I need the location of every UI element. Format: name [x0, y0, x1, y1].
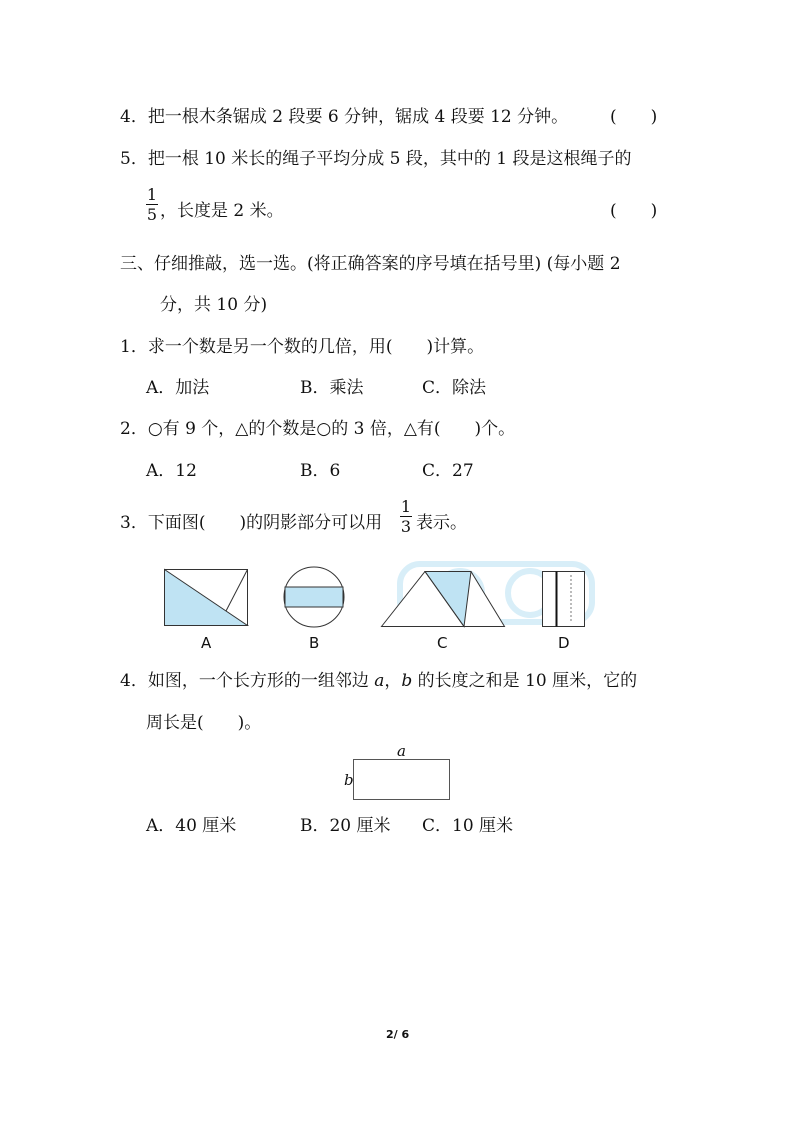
fraction-one-third: [400, 498, 412, 535]
question-number: 5．: [120, 149, 148, 169]
rectangle-diagram: [353, 759, 451, 801]
figure-b[interactable]: [283, 566, 345, 628]
diagram-label-b: b: [344, 771, 354, 789]
variable-a: a: [374, 671, 385, 691]
option-a[interactable]: A．加法: [146, 378, 210, 398]
judgement-q5-line2: ，长度是 2 米。: [160, 201, 284, 221]
fraction-numerator: 1: [146, 185, 158, 204]
variable-b: b: [401, 671, 413, 691]
question-text: 把一根 10 米长的绳子平均分成 5 段，其中的 1 段是这根绳子的: [147, 149, 632, 169]
figure-label-a: A: [201, 634, 212, 652]
question-text: 求一个数是另一个数的几倍，用( )计算。: [147, 337, 485, 357]
option-c[interactable]: C．10 厘米: [422, 816, 514, 836]
question-text: 如图，一个长方形的一组邻边: [147, 671, 375, 691]
question-text-after: 表示。: [416, 513, 467, 533]
option-a[interactable]: A．40 厘米: [146, 816, 237, 836]
diagram-label-a: a: [397, 742, 406, 760]
option-a[interactable]: A．12: [146, 461, 197, 481]
figure-label-b: B: [309, 634, 320, 652]
choice-q4: [120, 670, 637, 692]
question-number: 4．: [120, 107, 148, 127]
answer-paren[interactable]: ( ): [610, 107, 658, 127]
page-number: 2/ 6: [386, 1028, 410, 1041]
fraction-denominator: 3: [400, 517, 412, 536]
option-b[interactable]: B．乘法: [300, 378, 364, 398]
fraction-one-fifth: [146, 186, 158, 223]
figure-label-d: D: [558, 634, 570, 652]
choice-q4-line2: 周长是( )。: [146, 713, 262, 733]
judgement-q4: [120, 106, 568, 128]
option-c[interactable]: C．除法: [422, 378, 487, 398]
question-text-cont: 的长度之和是 10 厘米，它的: [412, 671, 638, 691]
option-c[interactable]: C．27: [422, 461, 474, 481]
option-b[interactable]: B．20 厘米: [300, 816, 391, 836]
question-text: 把一根木条锯成 2 段要 6 分钟，锯成 4 段要 12 分钟。: [147, 107, 569, 127]
question-text: ○有 9 个，△的个数是○的 3 倍，△有( )个。: [147, 419, 516, 439]
separator: ，: [384, 671, 402, 691]
question-number: 2．: [120, 419, 148, 439]
fraction-numerator: 1: [400, 497, 412, 516]
answer-paren[interactable]: ( ): [610, 201, 658, 221]
option-b[interactable]: B．6: [300, 461, 341, 481]
choice-q3: [120, 512, 382, 534]
section-title-cont: 分，共 10 分): [160, 295, 268, 315]
section-title: 三、仔细推敲，选一选。(将正确答案的序号填在括号里) (每小题 2: [120, 254, 621, 274]
question-number: 1．: [120, 337, 148, 357]
figure-d[interactable]: [542, 571, 586, 627]
question-text: 下面图( )的阴影部分可以用: [147, 513, 383, 533]
choice-q1: [120, 336, 484, 358]
figure-c[interactable]: [381, 571, 505, 627]
figure-a[interactable]: [164, 569, 248, 627]
question-number: 4．: [120, 671, 148, 691]
figure-label-c: C: [437, 634, 448, 652]
choice-q2: [120, 418, 515, 440]
question-number: 3．: [120, 513, 148, 533]
fraction-denominator: 5: [146, 205, 158, 224]
judgement-q5-line1: [120, 148, 632, 170]
